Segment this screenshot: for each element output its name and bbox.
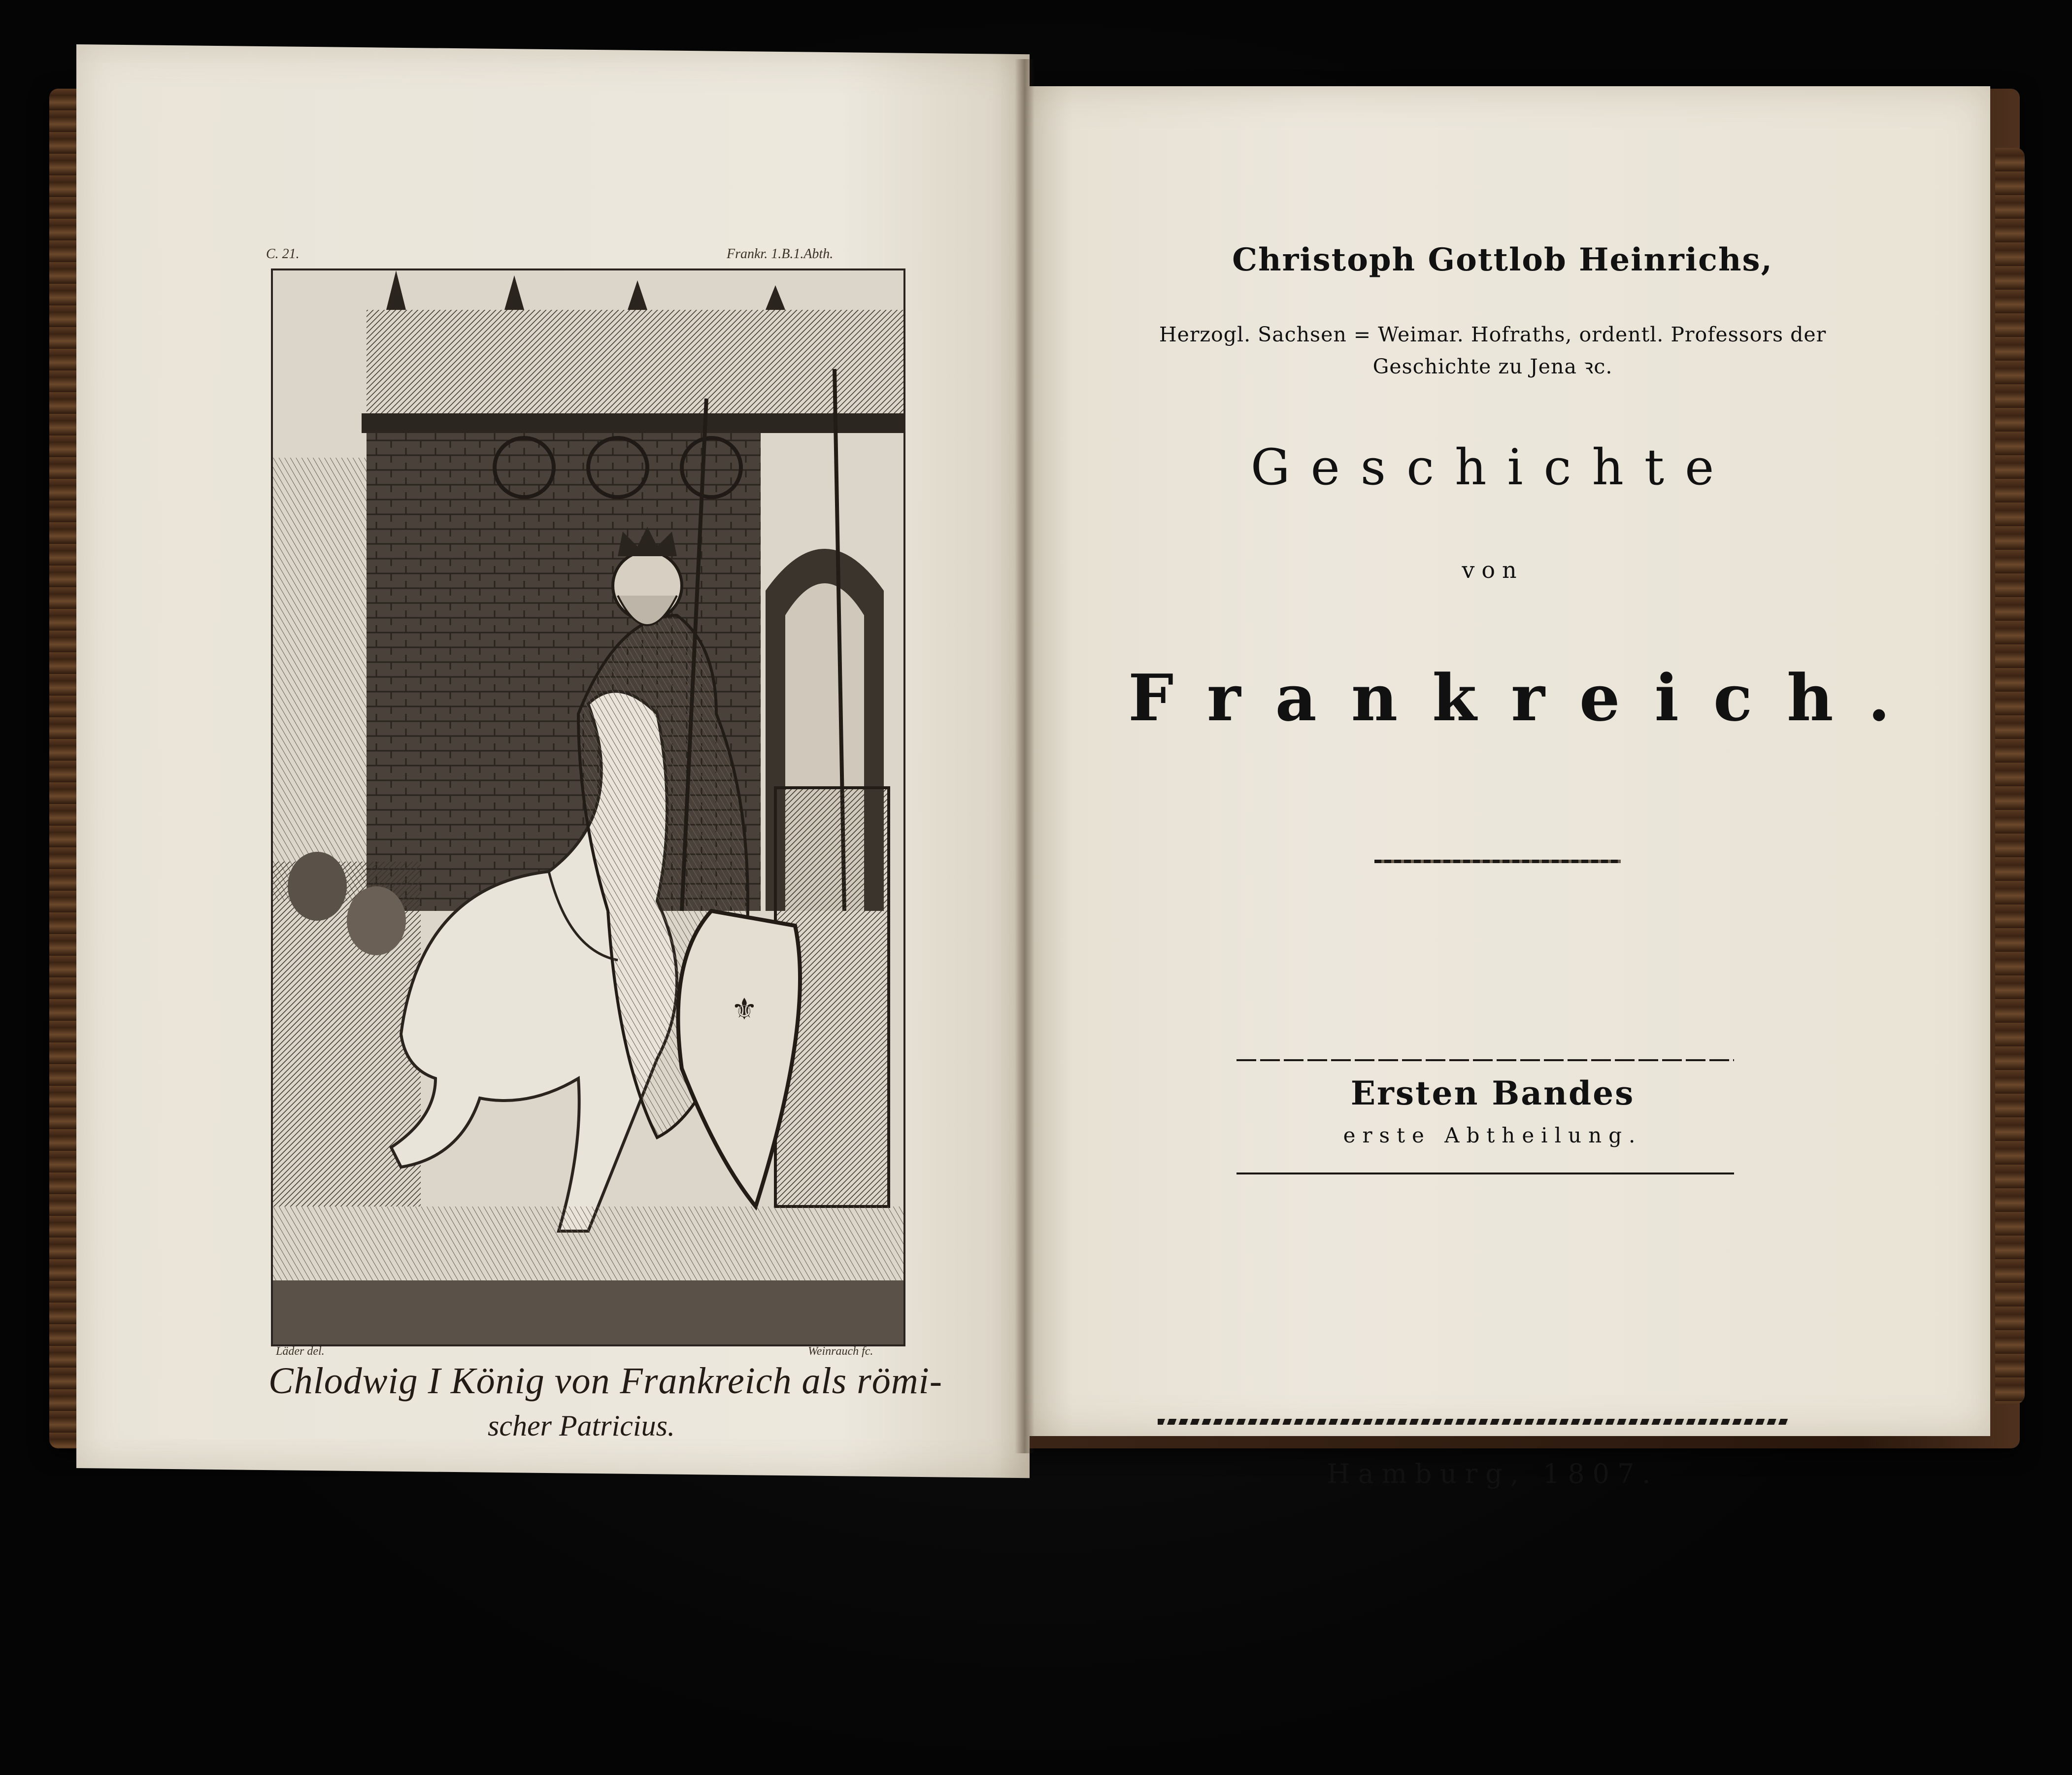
plate-signature-left: C. 21.	[266, 246, 300, 262]
plate-artist-credit: Läder del.	[276, 1345, 325, 1358]
cover-edge-right	[1995, 148, 2025, 1404]
plate-signature-right: Frankr. 1.B.1.Abth.	[727, 246, 834, 262]
book-title-line2: Frankreich.	[1128, 660, 1925, 736]
dashed-rule-top	[1237, 1059, 1734, 1061]
author-affiliation-line2: Geschichte zu Jena ꝛc.	[1372, 355, 1613, 378]
plate-caption-line1: Chlodwig I König von Frankreich als römi-	[268, 1360, 943, 1402]
rule-bottom	[1237, 1172, 1734, 1174]
right-page	[1025, 86, 1990, 1436]
book-title-line1: Geschichte	[1250, 438, 1735, 496]
book-title-connector: von	[1462, 557, 1524, 583]
frontispiece-engraving	[271, 268, 905, 1346]
volume-label: Ersten Bandes	[1350, 1074, 1635, 1112]
author-name: Christoph Gottlob Heinrichs,	[1232, 241, 1773, 278]
author-affiliation-line1: Herzogl. Sachsen = Weimar. Hofraths, ordentl. Professors der	[1159, 323, 1827, 346]
book-gutter	[1015, 59, 1035, 1453]
plate-caption-line2: scher Patricius.	[488, 1409, 675, 1442]
volume-part-label: erste Abtheilung.	[1343, 1123, 1642, 1147]
imprint-ornamental-rule	[1158, 1419, 1788, 1425]
ornamental-rule	[1374, 860, 1621, 863]
plate-engraver-credit: Weinrauch fc.	[808, 1345, 873, 1358]
imprint-place-date: Hamburg, 1807.	[1327, 1458, 1659, 1489]
svg-text:⚜: ⚜	[731, 992, 758, 1027]
